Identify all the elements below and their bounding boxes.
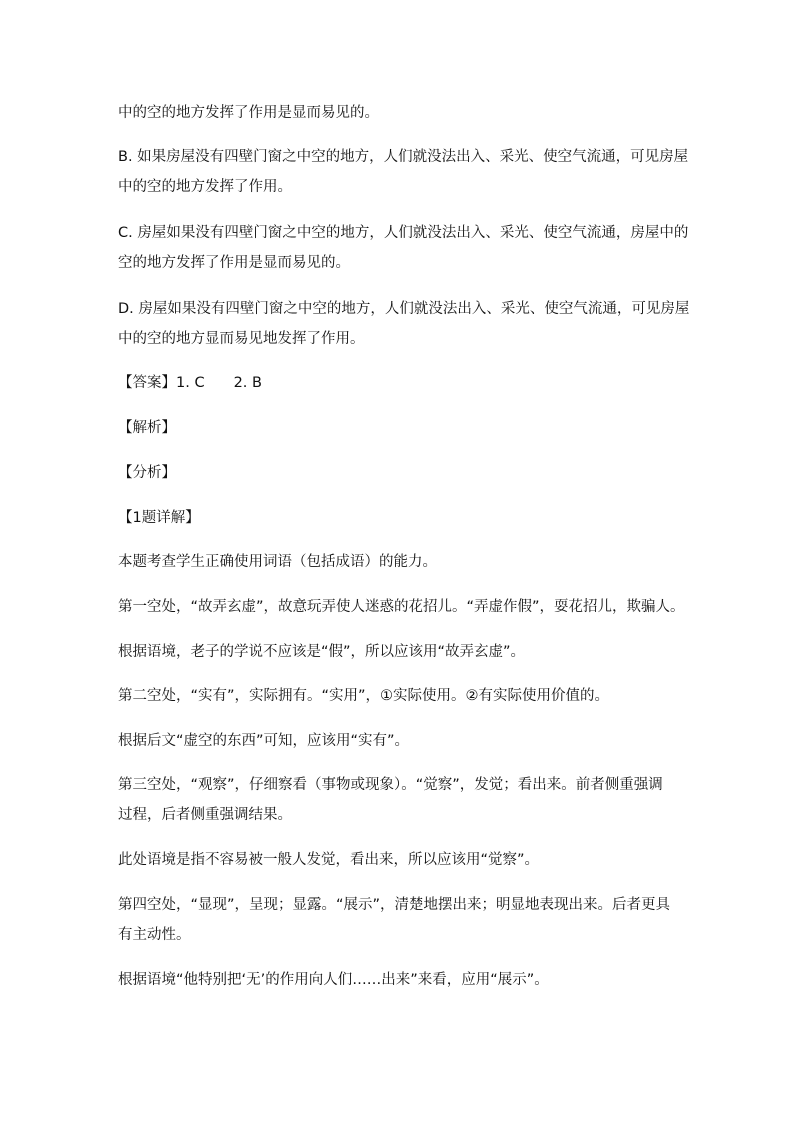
option-b-line2: 中的空的地方发挥了作用。	[118, 179, 292, 195]
explanation-p1: 本题考查学生正确使用词语（包括成语）的能力。	[118, 554, 437, 570]
analysis-heading: 【解析】	[118, 420, 176, 436]
explanation-p2: 第一空处，“故弄玄虚”，故意玩弄使人迷惑的花招儿。“弄虚作假”，耍花招儿，欺骗人。	[118, 599, 685, 615]
explanation-p8-line1: 第四空处，“显现”，呈现；显露。“展示”，清楚地摆出来；明显地表现出来。后者更具	[118, 897, 671, 913]
option-b-line1: B. 如果房屋没有四壁门窗之中空的地方，人们就没法出入、采光、使空气流通，可见房屋	[118, 149, 689, 165]
q1-heading: 【1题详解】	[118, 510, 200, 526]
option-c-line1: C. 房屋如果没有四壁门窗之中空的地方，人们就没法出入、采光、使空气流通，房屋中的	[118, 225, 689, 241]
explanation-p6-line2: 过程，后者侧重强调结果。	[118, 807, 292, 823]
explanation-p5: 根据后文“虚空的东西”可知，应该用“实有”。	[118, 733, 410, 749]
explanation-p4: 第二空处，“实有”，实际拥有。“实用”，①实际使用。②有实际使用价值的。	[118, 688, 610, 704]
option-c-line2: 空的地方发挥了作用是显而易见的。	[118, 255, 350, 271]
explanation-p3: 根据语境，老子的学说不应该是“假”，所以应该用“故弄玄虚”。	[118, 644, 526, 660]
option-a-tail: 中的空的地方发挥了作用是显而易见的。	[118, 105, 379, 121]
answer-line: 【答案】1. C 2. B	[118, 375, 262, 391]
option-d-line1: D. 房屋如果没有四壁门窗之中空的地方，人们就没法出入、采光、使空气流通，可见房屋	[118, 301, 690, 317]
fenxi-heading: 【分析】	[118, 465, 176, 481]
option-d-line2: 中的空的地方显而易见地发挥了作用。	[118, 331, 365, 347]
explanation-p6-line1: 第三空处，“观察”，仔细察看（事物或现象）。“觉察”，发觉；看出来。前者侧重强调	[118, 777, 663, 793]
explanation-p7: 此处语境是指不容易被一般人发觉，看出来，所以应该用“觉察”。	[118, 852, 540, 868]
explanation-p8-line2: 有主动性。	[118, 927, 191, 943]
explanation-p9: 根据语境“他特别把‘无’的作用向人们……出来”来看，应用“展示”。	[118, 972, 549, 988]
